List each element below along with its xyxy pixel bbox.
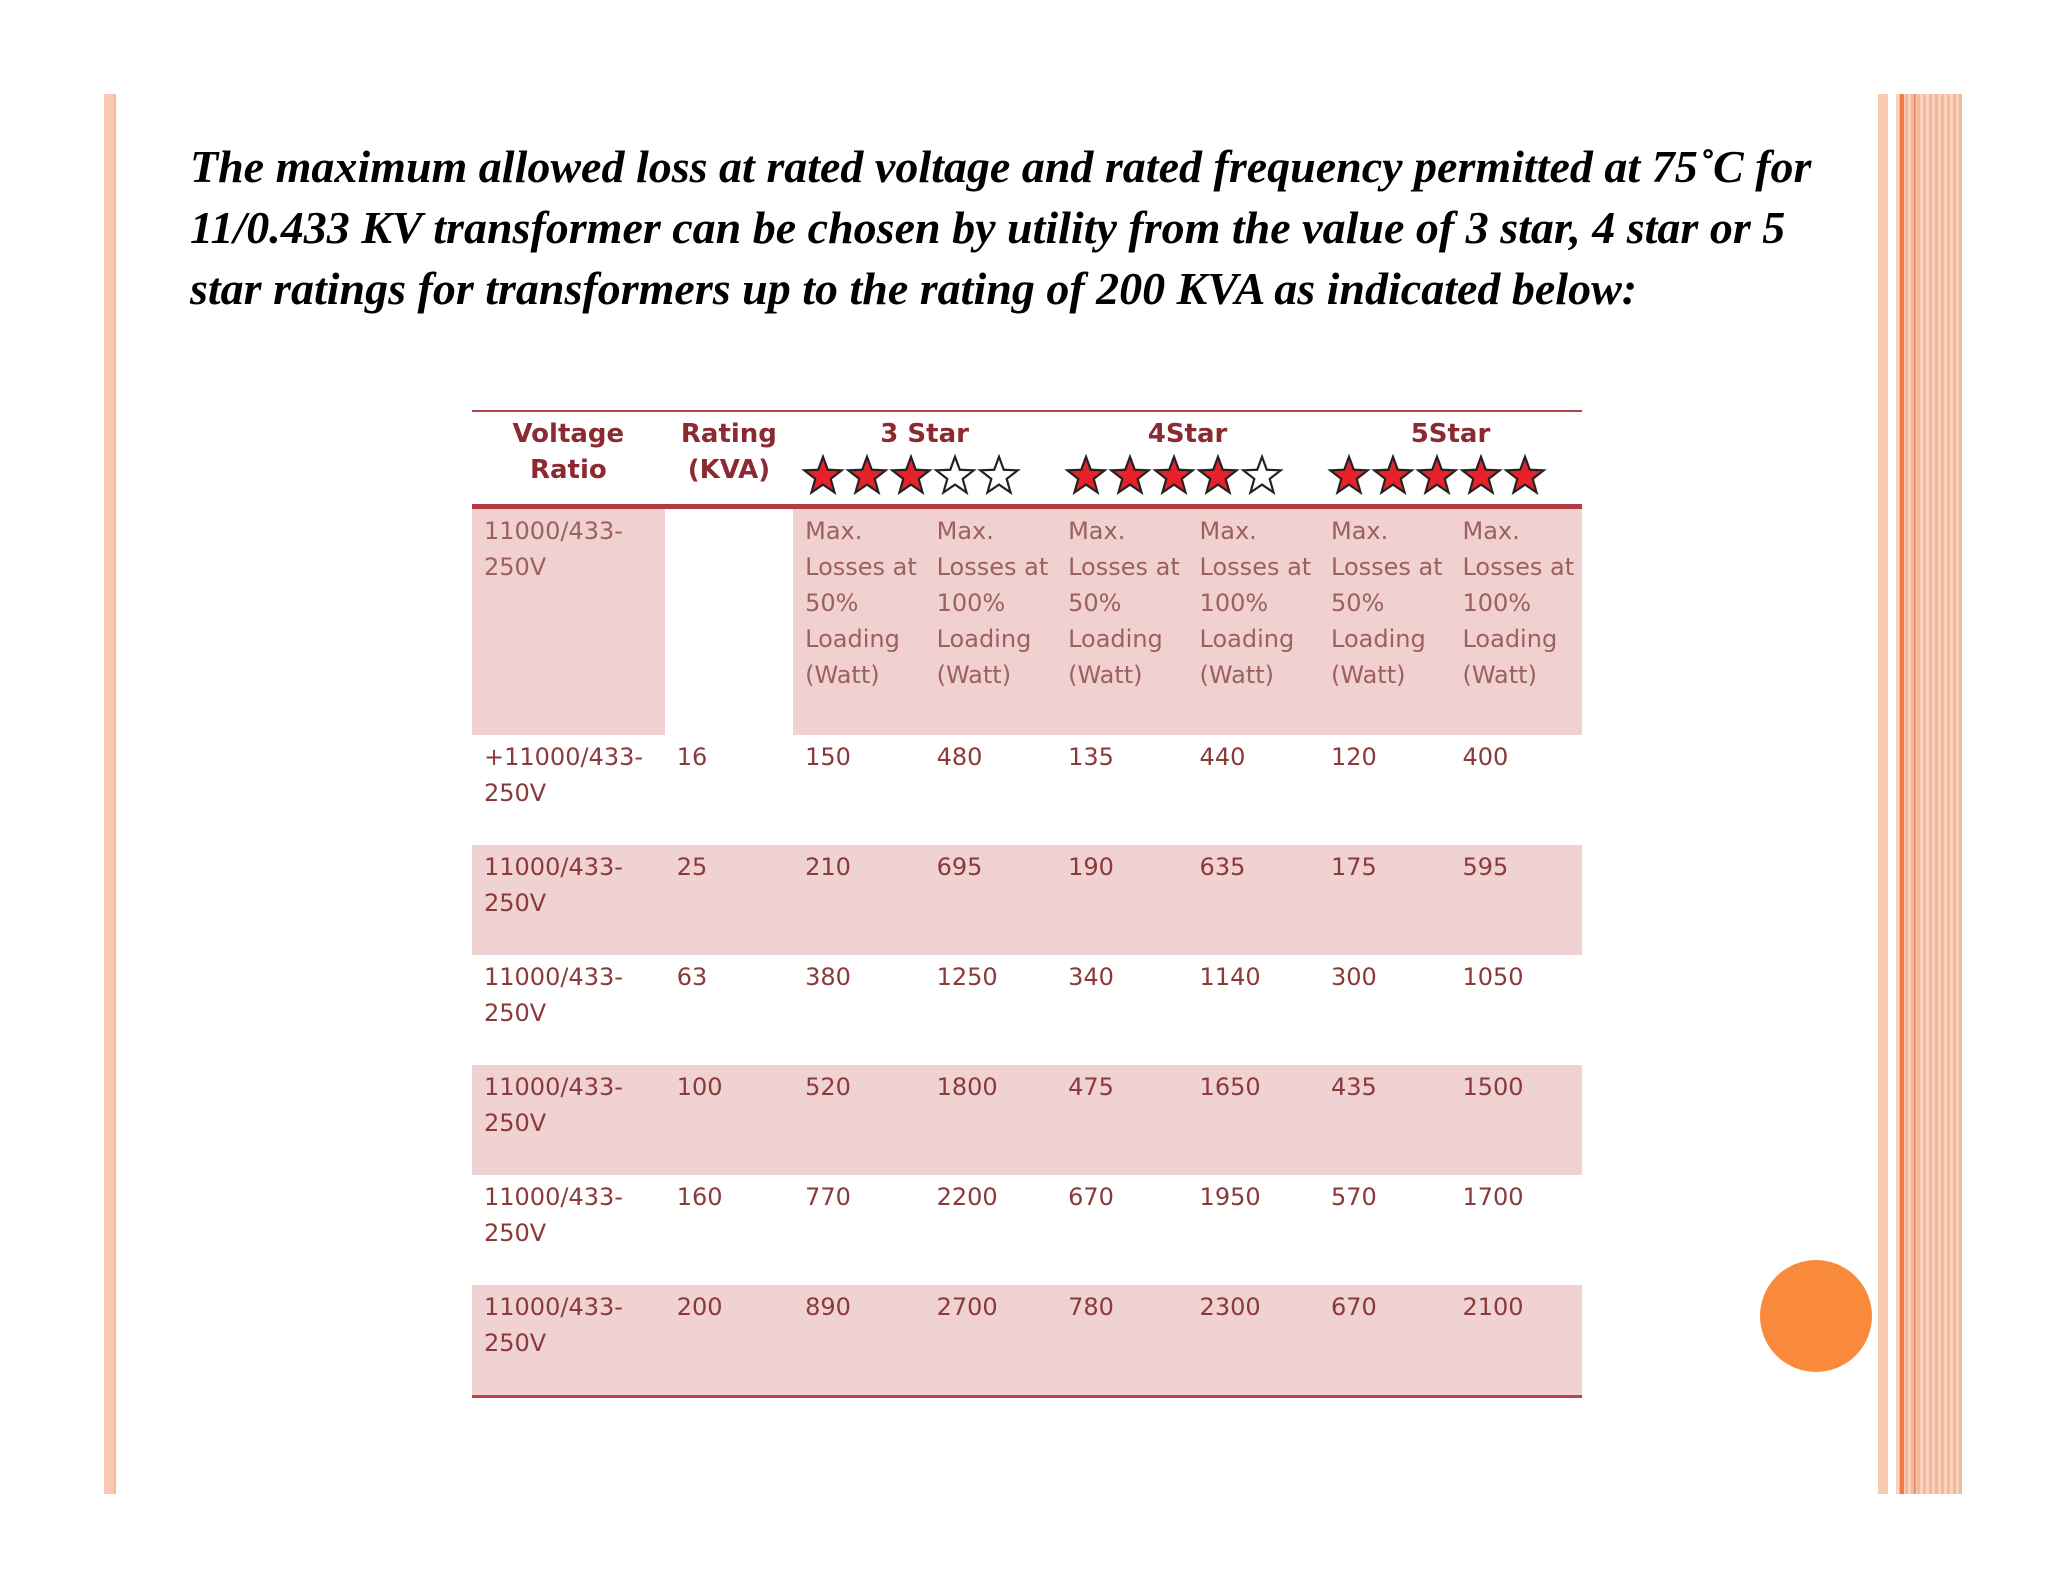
cell-value: 175 <box>1319 845 1450 955</box>
filled-star-icon <box>1152 454 1196 498</box>
empty-star-icon <box>1240 454 1284 498</box>
filled-star-icon <box>801 454 845 498</box>
header-rating: Rating (KVA) <box>680 419 777 485</box>
star-rating-table <box>472 410 1582 1398</box>
table-row <box>472 955 1582 1065</box>
cell-value: 770 <box>805 1183 851 1211</box>
cell-loss-100: Max. Losses at 100% Loading (Watt) <box>1450 507 1582 736</box>
cell-ratio: 11000/433-250V <box>472 1065 665 1175</box>
cell-kva: 16 <box>676 743 708 771</box>
cell-kva: 200 <box>665 1285 793 1397</box>
cell-value: 2700 <box>925 1285 1056 1397</box>
cell-value: 210 <box>793 845 924 955</box>
cell-value: 2300 <box>1188 1285 1319 1397</box>
group-title: 4Star <box>1147 419 1228 449</box>
table-row <box>472 1175 1582 1285</box>
orange-circle-decoration <box>1760 1260 1872 1372</box>
star-rating-icon <box>1056 454 1319 498</box>
table-row <box>472 1285 1582 1397</box>
cell-empty <box>665 507 793 736</box>
cell-value: 1800 <box>925 1065 1056 1175</box>
table-row <box>472 1065 1582 1175</box>
cell-value: 340 <box>1068 963 1114 991</box>
empty-star-icon <box>933 454 977 498</box>
subheader-row <box>472 507 1582 736</box>
cell-loss-50: Max. Losses at 50% Loading (Watt) <box>1319 507 1450 736</box>
cell-loss-100: Max. Losses at 100% Loading (Watt) <box>925 507 1056 736</box>
filled-star-icon <box>1415 454 1459 498</box>
filled-star-icon <box>1327 454 1371 498</box>
cell-value: 1950 <box>1199 1183 1261 1211</box>
cell-value: 1500 <box>1450 1065 1582 1175</box>
table-row <box>472 735 1582 845</box>
cell-ratio: 11000/433-250V <box>484 1183 623 1247</box>
cell-kva: 25 <box>665 845 793 955</box>
empty-star-icon <box>977 454 1021 498</box>
cell-ratio: +11000/433-250V <box>484 743 644 807</box>
cell-value: 120 <box>1331 743 1377 771</box>
filled-star-icon <box>1459 454 1503 498</box>
cell-voltage-ratio: 11000/433-250V <box>472 507 665 736</box>
cell-value: 1140 <box>1199 963 1261 991</box>
cell-value: 890 <box>793 1285 924 1397</box>
cell-value: 570 <box>1331 1183 1377 1211</box>
cell-value: 520 <box>793 1065 924 1175</box>
filled-star-icon <box>1371 454 1415 498</box>
group-title: 3 Star <box>880 419 969 449</box>
cell-value: 635 <box>1188 845 1319 955</box>
cell-value: 670 <box>1068 1183 1114 1211</box>
cell-ratio: 11000/433-250V <box>472 845 665 955</box>
cell-value: 2200 <box>936 1183 998 1211</box>
cell-value: 1700 <box>1462 1183 1524 1211</box>
filled-star-icon <box>1196 454 1240 498</box>
cell-value: 190 <box>1056 845 1187 955</box>
cell-ratio: 11000/433-250V <box>484 963 623 1027</box>
cell-value: 475 <box>1056 1065 1187 1175</box>
star-rating-icon <box>1319 454 1582 498</box>
slide-heading: The maximum allowed loss at rated voltage and rated frequency permitted at 75˚C for 11/0.433 KV transformer can be chosen by utility from the value of 3 star, 4 star or 5 star ratings for transformers up to the rating of 200 KVA as indicated below: <box>190 141 1812 314</box>
header-4-star <box>1056 412 1319 507</box>
cell-value: 595 <box>1450 845 1582 955</box>
cell-value: 1050 <box>1462 963 1524 991</box>
cell-loss-50: Max. Losses at 50% Loading (Watt) <box>1056 507 1187 736</box>
cell-value: 150 <box>805 743 851 771</box>
cell-kva: 100 <box>665 1065 793 1175</box>
filled-star-icon <box>1503 454 1547 498</box>
cell-kva: 63 <box>676 963 708 991</box>
star-rating-icon <box>793 454 1056 498</box>
filled-star-icon <box>889 454 933 498</box>
filled-star-icon <box>1108 454 1152 498</box>
cell-value: 2100 <box>1450 1285 1582 1397</box>
cell-value: 440 <box>1199 743 1246 771</box>
cell-loss-100: Max. Losses at 100% Loading (Watt) <box>1188 507 1319 736</box>
header-5-star <box>1319 412 1582 507</box>
cell-value: 135 <box>1068 743 1114 771</box>
cell-value: 1250 <box>936 963 998 991</box>
cell-value: 695 <box>925 845 1056 955</box>
header-3-star <box>793 412 1056 507</box>
cell-value: 670 <box>1319 1285 1450 1397</box>
left-decorative-bar <box>104 94 116 1494</box>
cell-value: 1650 <box>1188 1065 1319 1175</box>
cell-value: 380 <box>805 963 851 991</box>
cell-value: 400 <box>1462 743 1509 771</box>
group-title: 5Star <box>1410 419 1491 449</box>
cell-value: 435 <box>1319 1065 1450 1175</box>
filled-star-icon <box>1064 454 1108 498</box>
cell-value: 780 <box>1056 1285 1187 1397</box>
cell-loss-50: Max. Losses at 50% Loading (Watt) <box>793 507 924 736</box>
header-voltage-ratio: Voltage Ratio <box>512 419 625 485</box>
cell-ratio: 11000/433-250V <box>472 1285 665 1397</box>
table-row <box>472 845 1582 955</box>
cell-kva: 160 <box>676 1183 723 1211</box>
filled-star-icon <box>845 454 889 498</box>
cell-value: 300 <box>1331 963 1377 991</box>
cell-value: 480 <box>936 743 983 771</box>
right-decorative-stripes <box>1878 94 1962 1494</box>
